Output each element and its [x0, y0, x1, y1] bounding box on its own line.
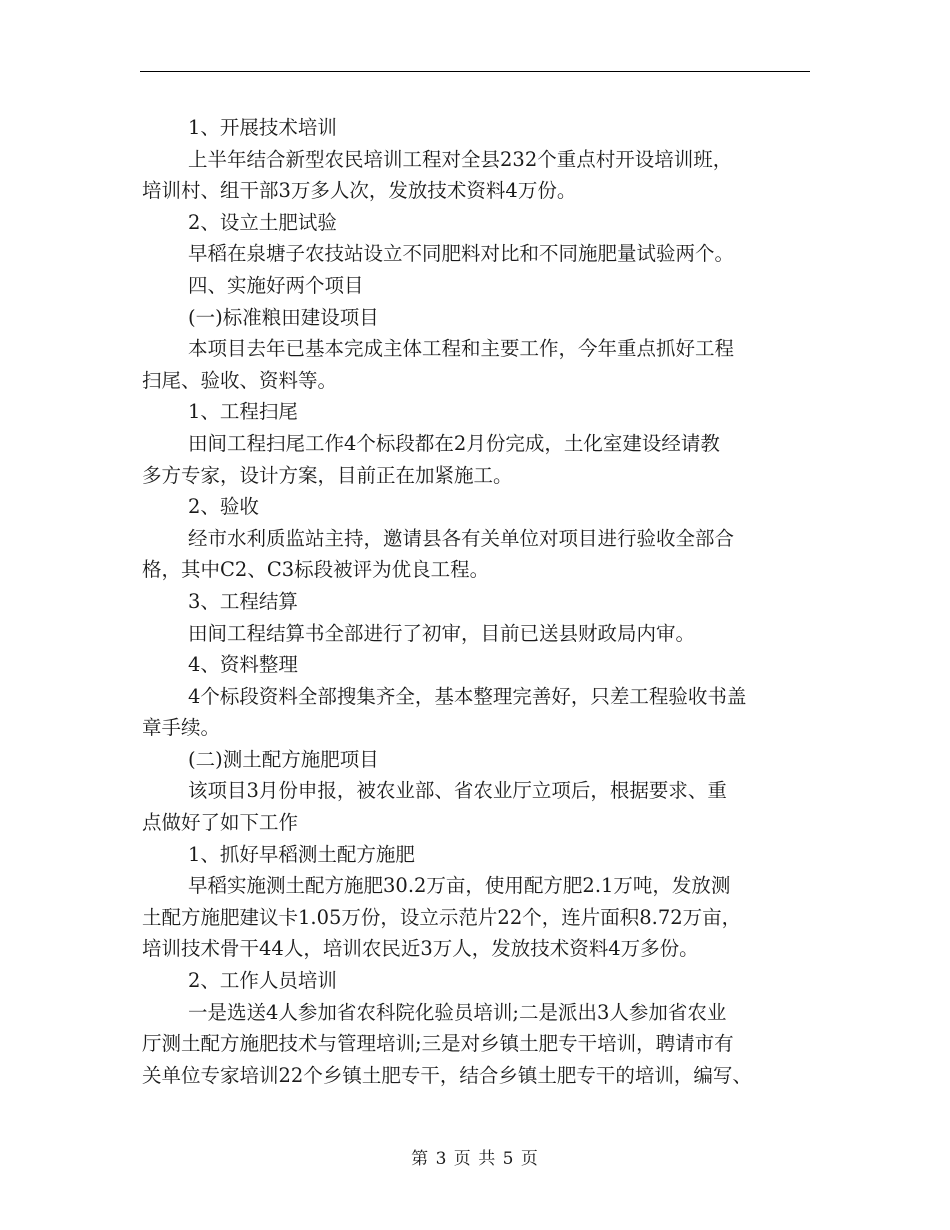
text-line: 培训技术骨干44人，培训农民近3万人，发放技术资料4万多份。: [142, 937, 699, 961]
header-rule: [140, 71, 810, 72]
text-line: 培训村、组干部3万多人次，发放技术资料4万份。: [142, 179, 577, 203]
text-line: 上半年结合新型农民培训工程对全县232个重点村开设培训班，: [188, 147, 733, 171]
text-line: 点做好了如下工作: [142, 811, 299, 835]
text-line: 田间工程扫尾工作4个标段都在2月份完成，土化室建设经请教: [188, 431, 720, 455]
text-line: 2、验收: [188, 495, 259, 519]
text-line: 早稻在泉塘子农技站设立不同肥料对比和不同施肥量试验两个。: [188, 242, 735, 266]
text-line: 早稻实施测土配方施肥30.2万亩，使用配方肥2.1万吨，发放测: [188, 874, 731, 898]
text-line: (二)测土配方施肥项目: [188, 747, 379, 771]
text-line: 土配方施肥建议卡1.05万份，设立示范片22个，连片面积8.72万亩，: [142, 905, 742, 929]
text-line: 该项目3月份申报，被农业部、省农业厅立项后，根据要求、重: [188, 779, 727, 803]
text-line: 3、工程结算: [188, 589, 298, 613]
text-line: 田间工程结算书全部进行了初审，目前已送县财政局内审。: [188, 621, 696, 645]
text-line: 厅测土配方施肥技术与管理培训;三是对乡镇土肥专干培训，聘请市有: [142, 1032, 734, 1056]
text-line: 2、设立土肥试验: [188, 210, 337, 234]
text-line: 四、实施好两个项目: [188, 273, 364, 297]
text-line: 多方专家，设计方案，目前正在加紧施工。: [142, 463, 513, 487]
document-body: [142, 112, 810, 1091]
text-line: 扫尾、验收、资料等。: [142, 368, 338, 392]
text-line: 本项目去年已基本完成主体工程和主要工作，今年重点抓好工程: [188, 337, 735, 361]
text-line: 2、工作人员培训: [188, 969, 337, 993]
text-line: 章手续。: [142, 716, 221, 740]
text-line: (一)标准粮田建设项目: [188, 305, 379, 329]
text-line: 关单位专家培训22个乡镇土肥专干，结合乡镇土肥专干的培训，编写、: [142, 1063, 752, 1087]
text-line: 1、工程扫尾: [188, 400, 298, 424]
text-line: 格，其中C2、C3标段被评为优良工程。: [142, 558, 490, 582]
text-line: 1、开展技术培训: [188, 116, 337, 139]
text-line: 一是选送4人参加省农科院化验员培训;二是派出3人参加省农业: [188, 1000, 727, 1024]
text-line: 4、资料整理: [188, 653, 298, 677]
page-footer: 第 3 页 共 5 页: [411, 1149, 539, 1169]
text-line: 经市水利质监站主持，邀请县各有关单位对项目进行验收全部合: [188, 526, 735, 550]
text-line: 4个标段资料全部搜集齐全，基本整理完善好，只差工程验收书盖: [188, 684, 747, 708]
text-line: 1、抓好早稻测土配方施肥: [188, 842, 415, 866]
